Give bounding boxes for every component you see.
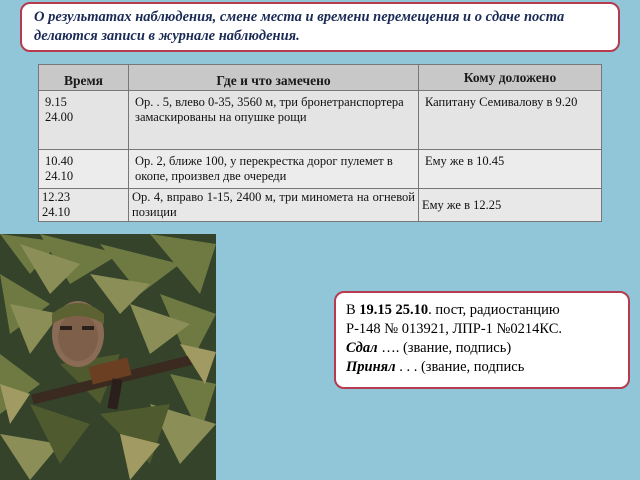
table-row xyxy=(39,189,602,222)
observed-cell: Ор. 4, вправо 1-15, 2400 м, три миномета на огневой позиции xyxy=(129,189,419,222)
handover-time: 19.15 25.10 xyxy=(359,302,429,318)
handed-over-line xyxy=(346,339,622,358)
equipment-line: Р-148 № 013921, ЛПР-1 №0214КС. xyxy=(346,321,562,337)
time-line: 24.00 xyxy=(45,110,74,124)
handed-over-rest: …. (звание, подпись) xyxy=(377,340,512,356)
accepted-label: Принял xyxy=(346,359,396,375)
table-row xyxy=(39,150,602,189)
observed-cell: Ор. . 5, влево 0-35, 3560 м, три бронетранспортера замаскированы на опушке рощи xyxy=(129,91,419,150)
observed-cell: Ор. 2, ближе 100, у перекрестка дорог пулемет в окопе, произвел две очереди xyxy=(129,150,419,189)
time-cell xyxy=(39,91,129,150)
time-line: 24.10 xyxy=(42,205,71,219)
camouflage-illustration xyxy=(0,234,216,480)
accepted-line xyxy=(346,358,622,377)
header-time: Время xyxy=(39,65,129,91)
time-line: 9.15 xyxy=(45,95,67,109)
accepted-rest: . . . (звание, подпись xyxy=(395,359,525,375)
handover-line xyxy=(346,301,622,320)
reported-to-cell: Ему же в 12.25 xyxy=(419,189,602,222)
observation-note-text: О результатах наблюдения, смене места и времени перемещения и о сдаче поста делаются записи в журнале наблюдения. xyxy=(34,9,565,44)
time-cell xyxy=(39,189,129,222)
table-row xyxy=(39,91,602,150)
camouflaged-soldier-photo xyxy=(0,234,216,480)
time-line: 24.10 xyxy=(45,169,74,183)
time-line: 12.23 xyxy=(42,190,71,204)
observation-note xyxy=(20,2,620,52)
reported-to-cell: Капитану Семивалову в 9.20 xyxy=(419,91,602,150)
handover-suffix: . пост, радиостанцию xyxy=(428,302,560,318)
time-line: 10.40 xyxy=(45,154,74,168)
post-handover-record xyxy=(334,291,630,389)
reported-to-cell: Ему же в 10.45 xyxy=(419,150,602,189)
time-cell xyxy=(39,150,129,189)
header-reported-to: Кому доложено xyxy=(419,65,602,91)
table-header-row xyxy=(39,65,602,91)
handed-over-label: Сдал xyxy=(346,340,378,356)
observation-log-table xyxy=(38,64,602,222)
handover-prefix: В xyxy=(346,302,360,318)
header-observed: Где и что замечено xyxy=(129,65,419,91)
